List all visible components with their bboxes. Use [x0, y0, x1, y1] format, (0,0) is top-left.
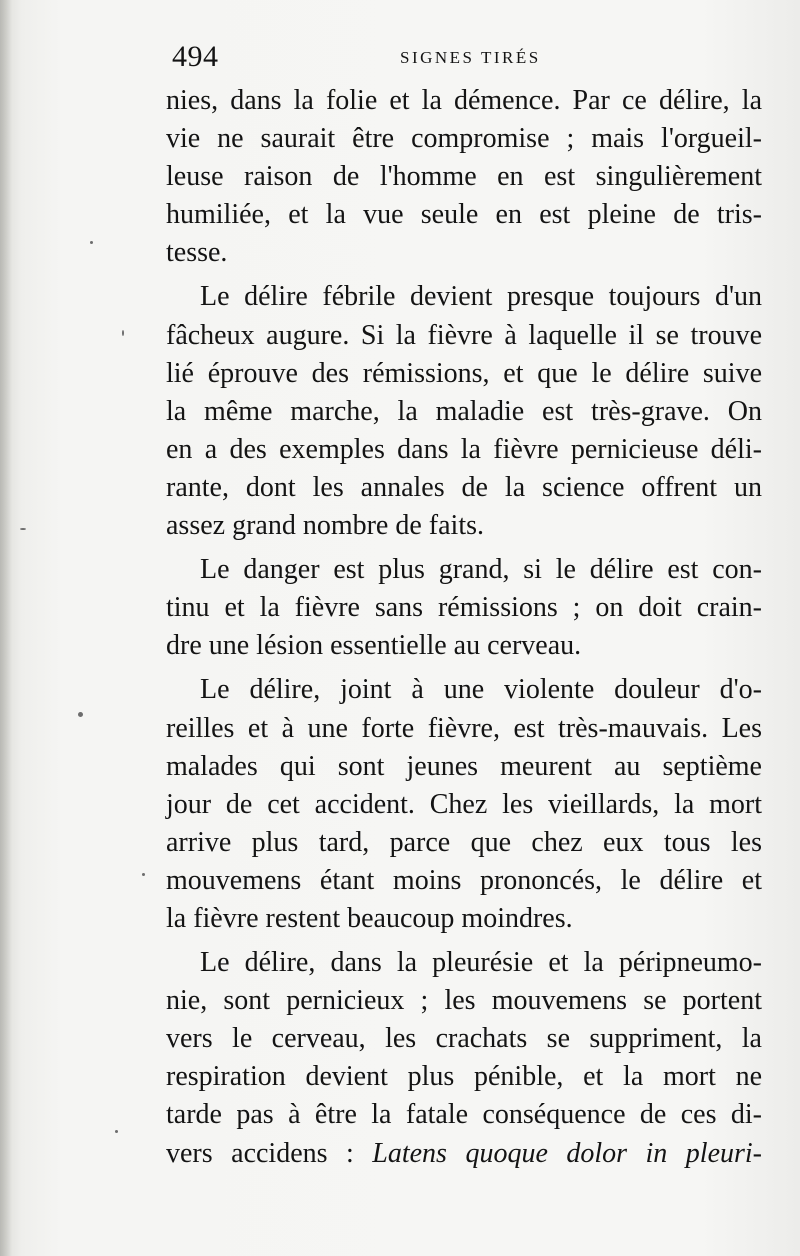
text-line: la même marche, la maladie est très-grave. On — [166, 395, 762, 427]
text-line: arrive plus tard, parce que chez eux tous les — [166, 826, 762, 858]
paragraph — [166, 671, 762, 938]
page-gutter-shadow — [0, 0, 12, 1256]
paragraph — [166, 944, 762, 1173]
paragraph — [166, 82, 762, 272]
text-line: tarde pas à être la fatale conséquence de ces di- — [166, 1099, 762, 1131]
text-line: leuse raison de l'homme en est singulièrement — [166, 161, 762, 193]
text-line: Le délire, joint à une violente douleur d'o- — [200, 674, 762, 706]
text-line: Le délire fébrile devient presque toujours d'un — [200, 281, 762, 313]
text-line: lié éprouve des rémissions, et que le délire suive — [166, 357, 762, 389]
paragraph — [166, 551, 762, 665]
body-text — [166, 82, 762, 1173]
text-line: reilles et à une forte fièvre, est très-mauvais. Les — [166, 712, 762, 744]
text-line: vie ne saurait être compromise ; mais l'orgueil- — [166, 123, 762, 155]
text-line: nie, sont pernicieux ; les mouvemens se portent — [166, 985, 762, 1017]
text-line: fâcheux augure. Si la fièvre à laquelle il se trouve — [166, 319, 762, 351]
running-title: SIGNES TIRÉS — [400, 48, 541, 67]
paragraph — [166, 278, 762, 545]
page-header — [172, 38, 772, 78]
text-line: en a des exemples dans la fièvre pernicieuse déli- — [166, 433, 762, 465]
text-line: Le délire, dans la pleurésie et la péripneumo- — [200, 947, 762, 979]
text-line: tesse. — [166, 237, 228, 269]
text-line: vers le cerveau, les crachats se suppriment, la — [166, 1023, 762, 1055]
text-line — [166, 1135, 762, 1173]
text-line-roman: vers accidens : — [166, 1137, 373, 1169]
text-line: assez grand nombre de faits. — [166, 510, 484, 542]
text-line: jour de cet accident. Chez les vieillards, la mort — [166, 788, 762, 820]
text-line: mouvemens étant moins prononcés, le délire et — [166, 864, 762, 896]
text-line: dre une lésion essentielle au cerveau. — [166, 630, 582, 662]
text-line: rante, dont les annales de la science offrent un — [166, 471, 762, 503]
text-line: humiliée, et la vue seule en est pleine de tris- — [166, 199, 762, 231]
text-line: la fièvre restent beaucoup moindres. — [166, 902, 573, 934]
text-line: respiration devient plus pénible, et la mort ne — [166, 1061, 762, 1093]
text-line: nies, dans la folie et la démence. Par ce délire, la — [166, 85, 762, 116]
text-line: malades qui sont jeunes meurent au septième — [166, 750, 762, 782]
latin-quotation: Latens quoque dolor in pleuri- — [372, 1137, 762, 1169]
text-line: tinu et la fièvre sans rémissions ; on doit crain- — [166, 592, 762, 624]
text-line: Le danger est plus grand, si le délire est con- — [200, 554, 762, 586]
page-number: 494 — [172, 40, 219, 73]
